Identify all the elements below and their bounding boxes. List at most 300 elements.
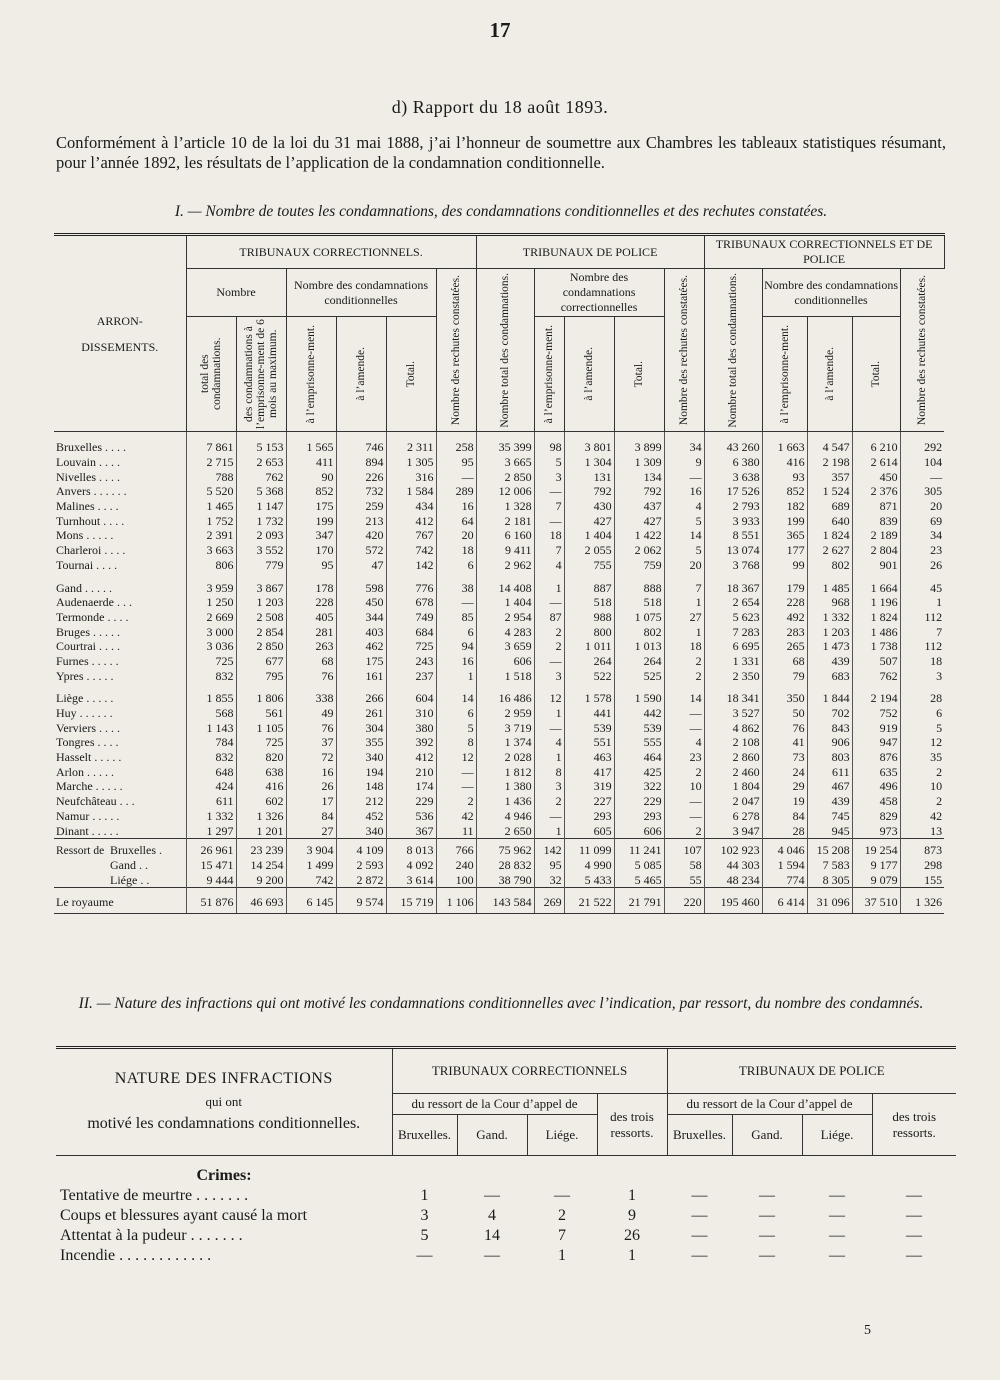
cell-value: 3 527 — [704, 706, 762, 721]
cell-value: 702 — [807, 706, 852, 721]
cell-value: 11 241 — [614, 838, 664, 858]
cell-value: 2 804 — [852, 543, 900, 558]
h-emprisonnement: à l’emprisonne-ment. — [543, 324, 556, 424]
cell-value: 1 304 — [564, 455, 614, 470]
cell-value: 28 — [900, 683, 944, 706]
table-row — [56, 1246, 956, 1266]
cell-value: 20 — [436, 528, 476, 543]
cell-value: 1 824 — [807, 528, 852, 543]
table-row — [54, 706, 944, 721]
h-total-condamnations: total des condamnations. — [199, 337, 223, 411]
cell-value: 237 — [386, 668, 436, 683]
cell-value: 347 — [286, 528, 336, 543]
cell-value: 829 — [852, 809, 900, 824]
cell-value: 94 — [436, 639, 476, 654]
cell-value: 606 — [476, 654, 534, 669]
cell-value: — — [906, 1247, 922, 1264]
cell-value: 1 — [628, 1187, 636, 1204]
cell-value: 752 — [852, 706, 900, 721]
cell-value: 561 — [236, 706, 286, 721]
cell-value: 439 — [807, 654, 852, 669]
cell-value: — — [759, 1207, 775, 1224]
cell-value: 19 — [762, 794, 807, 809]
cell-value: 2 854 — [236, 624, 286, 639]
cell-value: 572 — [336, 543, 386, 558]
cell-value: 14 — [484, 1227, 500, 1244]
cell-value: 467 — [807, 779, 852, 794]
table-row — [54, 572, 944, 595]
cell-value: 4 046 — [762, 838, 807, 858]
cell-value: 85 — [436, 610, 476, 625]
cell-value: 8 305 — [807, 873, 852, 888]
cell-value: 1 664 — [852, 572, 900, 595]
cell-value: 2 047 — [704, 794, 762, 809]
ressort-name — [54, 858, 186, 873]
cell-value: 973 — [852, 823, 900, 838]
cell-value: 803 — [807, 750, 852, 765]
cell-value: 2 093 — [236, 528, 286, 543]
cell-value: 228 — [286, 595, 336, 610]
table-row — [54, 735, 944, 750]
cell-value: 131 — [564, 469, 614, 484]
arrondissement-name: Turnhout . . . . — [56, 513, 125, 528]
sub-conditionnelles: Nombre des condamnations conditionnelles — [286, 269, 436, 317]
cell-value: 9 — [628, 1207, 636, 1224]
cell-value: 416 — [762, 455, 807, 470]
cell-value: 2 — [664, 668, 704, 683]
cell-value: 9 177 — [852, 858, 900, 873]
cell-value: — — [436, 469, 476, 484]
cell-value: — — [534, 484, 564, 499]
cell-value: 357 — [807, 469, 852, 484]
cell-value: — — [900, 469, 944, 484]
cell-value: 2 460 — [704, 764, 762, 779]
nature-desc: motivé les condamnations conditionnelles. — [87, 1115, 361, 1132]
cell-value: 839 — [852, 513, 900, 528]
cell-value: 4 109 — [336, 838, 386, 858]
cell-value: 492 — [762, 610, 807, 625]
cell-value: 365 — [762, 528, 807, 543]
cell-value: 100 — [436, 873, 476, 888]
cell-value: 742 — [386, 543, 436, 558]
cell-value: 6 — [436, 706, 476, 721]
cell-value: — — [664, 469, 704, 484]
cell-value: 5 623 — [704, 610, 762, 625]
table-row — [54, 595, 944, 610]
cell-value: 37 — [286, 735, 336, 750]
cell-value: 210 — [386, 764, 436, 779]
cell-value: 1 380 — [476, 779, 534, 794]
cell-value: 305 — [900, 484, 944, 499]
h-rechutes: Nombre des rechutes constatées. — [678, 274, 691, 426]
cell-value: — — [829, 1227, 845, 1244]
cell-value: 1 143 — [186, 720, 236, 735]
cell-value: 3 947 — [704, 823, 762, 838]
cell-value: 1 584 — [386, 484, 436, 499]
table-row — [54, 624, 944, 639]
cell-value: 199 — [286, 513, 336, 528]
cell-value: 604 — [386, 683, 436, 706]
cell-value: 1 105 — [236, 720, 286, 735]
cell-value: 3 959 — [186, 572, 236, 595]
cell-value: 7 — [900, 624, 944, 639]
cell-value: 20 — [900, 499, 944, 514]
cell-value: 2 055 — [564, 543, 614, 558]
cell-value: 1 824 — [852, 610, 900, 625]
cell-value: 1 305 — [386, 455, 436, 470]
cell-value: 759 — [614, 558, 664, 573]
table-row — [56, 1226, 956, 1246]
cell-value: 403 — [336, 624, 386, 639]
cell-value: 51 876 — [186, 888, 236, 914]
cell-value: 802 — [807, 558, 852, 573]
cell-value: 2 — [664, 654, 704, 669]
cell-value: 1 196 — [852, 595, 900, 610]
cell-value: 3 — [420, 1207, 429, 1224]
cell-value: — — [691, 1247, 708, 1264]
cell-value: 1 075 — [614, 610, 664, 625]
cell-value: 434 — [386, 499, 436, 514]
cell-value: 6 278 — [704, 809, 762, 824]
cell-value: 12 — [534, 683, 564, 706]
cell-value: 2 194 — [852, 683, 900, 706]
cell-value: 762 — [236, 469, 286, 484]
cell-value: — — [829, 1207, 845, 1224]
cell-value: 638 — [236, 764, 286, 779]
cell-value: 2 650 — [476, 823, 534, 838]
cell-value: 888 — [614, 572, 664, 595]
cell-value: 2 376 — [852, 484, 900, 499]
cell-value: 264 — [614, 654, 664, 669]
col-gand: Gand. — [457, 1115, 527, 1156]
cell-value: 417 — [564, 764, 614, 779]
cell-value: 1 — [628, 1247, 636, 1264]
cell-value: 2 — [900, 764, 944, 779]
cell-value: 1 732 — [236, 513, 286, 528]
ressort-name: Bruxelles . — [110, 842, 162, 857]
cell-value: 5 465 — [614, 873, 664, 888]
table-row — [54, 455, 944, 470]
arrondissement-name: Namur . . . . . — [56, 808, 120, 823]
cell-value: 522 — [564, 668, 614, 683]
cell-value: 6 — [900, 706, 944, 721]
cell-value: 229 — [614, 794, 664, 809]
cell-value: 3 — [534, 668, 564, 683]
cell-value: 887 — [564, 572, 614, 595]
cell-value: 1 578 — [564, 683, 614, 706]
cell-value: 678 — [386, 595, 436, 610]
cell-value: 174 — [386, 779, 436, 794]
cell-value: 3 659 — [476, 639, 534, 654]
cell-value: 635 — [852, 764, 900, 779]
cell-value: 458 — [852, 794, 900, 809]
nature-header — [56, 1048, 392, 1156]
cell-value: 779 — [236, 558, 286, 573]
cell-value: — — [906, 1207, 922, 1224]
ressort-label: Ressort de — [56, 844, 105, 857]
cell-value: 76 — [762, 720, 807, 735]
cell-value: 95 — [534, 858, 564, 873]
col-arrondissements: ARRON- DISSEMENTS. — [54, 235, 186, 432]
cell-value: 745 — [807, 809, 852, 824]
cell-value: 6 145 — [286, 888, 336, 914]
cell-value: 427 — [564, 513, 614, 528]
cell-value: 776 — [386, 572, 436, 595]
cell-value: — — [436, 764, 476, 779]
cell-value: 1 855 — [186, 683, 236, 706]
cell-value: 37 510 — [852, 888, 900, 914]
cell-value: 2 181 — [476, 513, 534, 528]
cell-value: 98 — [534, 432, 564, 455]
cell-value: 742 — [286, 873, 336, 888]
cell-value: 4 862 — [704, 720, 762, 735]
report-heading: d) Rapport du 18 août 1893. — [391, 97, 609, 117]
h-amende: à l’amende. — [823, 347, 836, 401]
cell-value: 746 — [336, 432, 386, 455]
cell-value: 178 — [286, 572, 336, 595]
cell-value: 1 404 — [476, 595, 534, 610]
cell-value: 4 — [534, 735, 564, 750]
cell-value: 1 — [436, 668, 476, 683]
cell-value: 749 — [386, 610, 436, 625]
table-row — [56, 1206, 956, 1226]
cell-value: 14 — [436, 683, 476, 706]
cell-value: 1 806 — [236, 683, 286, 706]
t2-header-police: TRIBUNAUX DE POLICE — [667, 1048, 956, 1094]
cell-value: 84 — [762, 809, 807, 824]
cell-value: 1 013 — [614, 639, 664, 654]
cell-value: 611 — [186, 794, 236, 809]
cell-value: 3 719 — [476, 720, 534, 735]
cell-value: — — [759, 1227, 775, 1244]
cell-value: 266 — [336, 683, 386, 706]
cell-value: 75 962 — [476, 838, 534, 858]
table-row — [54, 838, 944, 858]
cell-value: 2 954 — [476, 610, 534, 625]
cell-value: 2 860 — [704, 750, 762, 765]
cell-value: 2 959 — [476, 706, 534, 721]
cell-value: 18 — [900, 654, 944, 669]
cell-value: 28 — [762, 823, 807, 838]
cell-value: 41 — [762, 735, 807, 750]
arrondissement-name: Anvers . . . . . . — [56, 484, 127, 499]
cell-value: 1 328 — [476, 499, 534, 514]
cell-value: 1 — [900, 595, 944, 610]
cell-value: 2 350 — [704, 668, 762, 683]
cell-value: 416 — [236, 779, 286, 794]
cell-value: 6 695 — [704, 639, 762, 654]
cell-value: — — [759, 1187, 775, 1204]
cell-value: 462 — [336, 639, 386, 654]
cell-value: 8 551 — [704, 528, 762, 543]
cell-value: 48 234 — [704, 873, 762, 888]
cell-value: 104 — [900, 455, 944, 470]
cell-value: 2 — [558, 1207, 566, 1224]
cell-value: 536 — [386, 809, 436, 824]
cell-value: — — [759, 1247, 775, 1264]
cell-value: — — [534, 654, 564, 669]
table-row — [54, 610, 944, 625]
table-row — [54, 683, 944, 706]
cell-value: 8 — [436, 735, 476, 750]
cell-value: 2 391 — [186, 528, 236, 543]
cell-value: 2 962 — [476, 558, 534, 573]
cell-value: 99 — [762, 558, 807, 573]
cell-value: 437 — [614, 499, 664, 514]
cell-value: — — [691, 1207, 708, 1224]
cell-value: 213 — [336, 513, 386, 528]
cell-value: 112 — [900, 639, 944, 654]
cell-value: 774 — [762, 873, 807, 888]
cell-value: 32 — [534, 873, 564, 888]
cell-value: 800 — [564, 624, 614, 639]
cell-value: 161 — [336, 668, 386, 683]
h-total: Total. — [405, 360, 417, 388]
cell-value: 4 — [534, 558, 564, 573]
cell-value: — — [829, 1187, 845, 1204]
cell-value: 258 — [436, 432, 476, 455]
cell-value: 539 — [614, 720, 664, 735]
cell-value: 3 552 — [236, 543, 286, 558]
cell-value: 42 — [436, 809, 476, 824]
cell-value: 2 715 — [186, 455, 236, 470]
cell-value: — — [691, 1187, 708, 1204]
cell-value: 430 — [564, 499, 614, 514]
cell-value: 1 844 — [807, 683, 852, 706]
cell-value: 16 — [436, 499, 476, 514]
cell-value: 3 768 — [704, 558, 762, 573]
cell-value: 64 — [436, 513, 476, 528]
cell-value: 12 — [900, 735, 944, 750]
cell-value: 2 198 — [807, 455, 852, 470]
arrondissement-name: Malines . . . . — [56, 499, 119, 514]
h-nombre-total: Nombre total des condamnations. — [499, 272, 512, 428]
cell-value: 281 — [286, 624, 336, 639]
cell-value: 1 812 — [476, 764, 534, 779]
table-row — [54, 888, 944, 914]
arrondissement-name: Verviers . . . . — [56, 720, 120, 735]
cell-value: 17 — [286, 794, 336, 809]
nature-main: NATURE DES INFRACTIONS — [114, 1070, 333, 1087]
cell-value: 195 460 — [704, 888, 762, 914]
cell-value: 507 — [852, 654, 900, 669]
cell-value: 894 — [336, 455, 386, 470]
cell-value: 3 036 — [186, 639, 236, 654]
cell-value: 2 — [534, 794, 564, 809]
cell-value: 13 — [900, 823, 944, 838]
cell-value: 968 — [807, 595, 852, 610]
cell-value: 316 — [386, 469, 436, 484]
cell-value: 18 — [534, 528, 564, 543]
cell-value: 263 — [286, 639, 336, 654]
cell-value: 392 — [386, 735, 436, 750]
table-row — [54, 779, 944, 794]
cell-value: 298 — [900, 858, 944, 873]
cell-value: 90 — [286, 469, 336, 484]
cell-value: 2 — [436, 794, 476, 809]
infraction-name: Incendie . . . . . . . . . . . . — [60, 1247, 212, 1264]
cell-value: 5 — [420, 1227, 429, 1244]
infraction-name: Tentative de meurtre . . . . . . . — [60, 1187, 249, 1204]
cell-value: 412 — [386, 750, 436, 765]
cell-value: 7 — [558, 1227, 566, 1244]
cell-value: 5 — [664, 513, 704, 528]
cell-value: 1 326 — [236, 809, 286, 824]
cell-value: — — [554, 1187, 570, 1204]
cell-value: 322 — [614, 779, 664, 794]
cell-value: 463 — [564, 750, 614, 765]
cell-value: 1 499 — [286, 858, 336, 873]
cell-value: 3 665 — [476, 455, 534, 470]
cell-value: 1 — [534, 750, 564, 765]
h-nombre-total: Nombre total des condamnations. — [727, 272, 740, 428]
cell-value: 7 — [664, 572, 704, 595]
cell-value: — — [664, 809, 704, 824]
sub-conditionnelles: Nombre des condamnations conditionnelles — [762, 269, 900, 317]
cell-value: 9 200 — [236, 873, 286, 888]
cell-value: 107 — [664, 838, 704, 858]
cell-value: 5 368 — [236, 484, 286, 499]
cell-value: 9 — [664, 455, 704, 470]
cell-value: 227 — [564, 794, 614, 809]
cell-value: 21 522 — [564, 888, 614, 914]
cell-value: 95 — [436, 455, 476, 470]
cell-value: 3 867 — [236, 572, 286, 595]
cell-value: 919 — [852, 720, 900, 735]
cell-value: 44 303 — [704, 858, 762, 873]
cell-value: 1 804 — [704, 779, 762, 794]
table-row — [54, 654, 944, 669]
cell-value: 304 — [336, 720, 386, 735]
cell-value: 450 — [336, 595, 386, 610]
cell-value: 9 574 — [336, 888, 386, 914]
cell-value: 283 — [762, 624, 807, 639]
cell-value: 18 — [436, 543, 476, 558]
arrondissement-name: Audenaerde . . . — [56, 595, 132, 610]
cell-value: 424 — [186, 779, 236, 794]
cell-value: 832 — [186, 750, 236, 765]
table-row — [54, 639, 944, 654]
cell-value: 23 — [900, 543, 944, 558]
cell-value: 598 — [336, 572, 386, 595]
nature-sub: qui ont — [205, 1094, 242, 1109]
table-row — [54, 558, 944, 573]
cell-value: 6 160 — [476, 528, 534, 543]
cell-value: 14 254 — [236, 858, 286, 873]
arrondissement-name: Termonde . . . . — [56, 609, 129, 624]
table-row — [54, 764, 944, 779]
cell-value: 2 627 — [807, 543, 852, 558]
cell-value: 871 — [852, 499, 900, 514]
cell-value: 229 — [386, 794, 436, 809]
arrondissement-name: Gand . . . . . — [56, 580, 112, 595]
cell-value: 1 — [534, 706, 564, 721]
table-condamnations — [54, 233, 945, 914]
cell-value: — — [829, 1247, 845, 1264]
section1-title: I. — Nombre de toutes les condamnations, des condamnations conditionnelles et des rechutes constatées. — [174, 203, 828, 220]
ressort-name — [54, 873, 186, 888]
cell-value: 1 404 — [564, 528, 614, 543]
cell-value: 683 — [807, 668, 852, 683]
cell-value: 350 — [762, 683, 807, 706]
cell-value: 319 — [564, 779, 614, 794]
cell-value: 264 — [564, 654, 614, 669]
cell-value: 10 — [664, 779, 704, 794]
cell-value: 1 250 — [186, 595, 236, 610]
cell-value: 906 — [807, 735, 852, 750]
cell-value: 689 — [807, 499, 852, 514]
cell-value: 175 — [286, 499, 336, 514]
